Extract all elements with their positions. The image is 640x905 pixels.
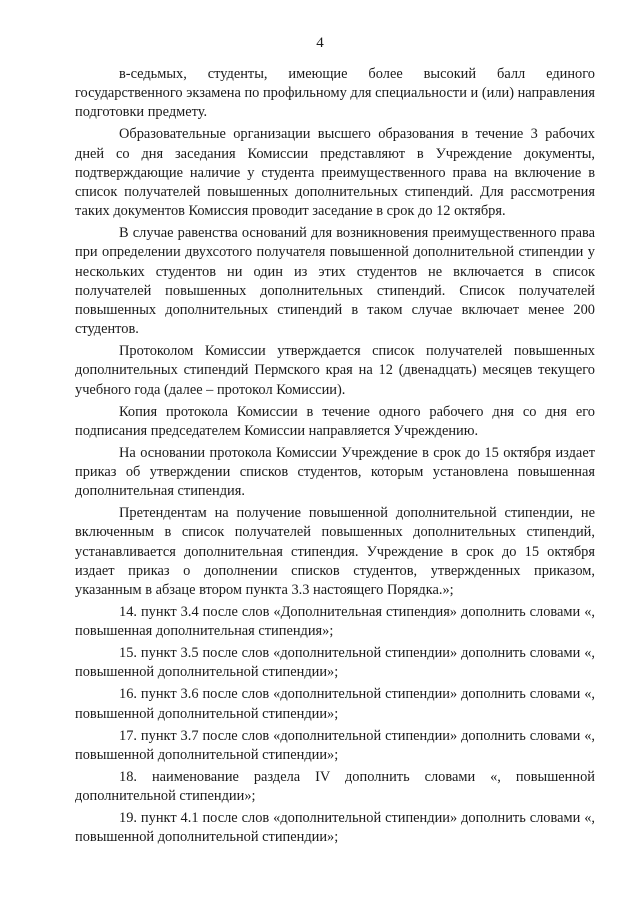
paragraph: Претендентам на получение повышенной дополнительной стипендии, не включенным в список получателей повышенных дополнительных стипендий, устанавливается дополнительная стипендия. Учреждение в срок до 15 октября издает приказ о дополнении списков студентов, утвержденных приказом, указанным в абзаце втором пункта 3.3 настоящего Порядка.»; — [75, 505, 595, 599]
paragraph: в-седьмых, студенты, имеющие более высокий балл единого государственного экзамена по профильному для специальности и (или) направления подготовки предмету. — [75, 66, 595, 121]
paragraph: 16. пункт 3.6 после слов «дополнительной стипендии» дополнить словами «, повышенной дополнительной стипендии»; — [75, 686, 595, 722]
paragraph: 15. пункт 3.5 после слов «дополнительной стипендии» дополнить словами «, повышенной дополнительной стипендии»; — [75, 645, 595, 681]
paragraph: В случае равенства оснований для возникновения преимущественного права при определении двухсотого получателя повышенной дополнительной стипендии у нескольких студентов ни один из этих студентов не включается в список получателей повышенных дополнительных стипендий. Список получателей повышенных дополнительных стипендий в таком случае включает менее 200 студентов. — [75, 225, 595, 338]
paragraph: Копия протокола Комиссии в течение одного рабочего дня со дня его подписания председателем Комиссии направляется Учреждению. — [75, 403, 595, 439]
paragraph: 19. пункт 4.1 после слов «дополнительной стипендии» дополнить словами «, повышенной дополнительной стипендии»; — [75, 810, 595, 846]
paragraph: 14. пункт 3.4 после слов «Дополнительная стипендия» дополнить словами «, повышенная дополнительная стипендия»; — [75, 604, 595, 640]
document-body — [75, 65, 595, 850]
paragraph: Образовательные организации высшего образования в течение 3 рабочих дней со дня заседания Комиссии представляют в Учреждение документы, подтверждающие наличие у студента преимущественного права на включение в список получателей повышенных дополнительных стипендий. Для рассмотрения таких документов Комиссия проводит заседание в срок до 12 октября. — [75, 126, 595, 220]
paragraph: На основании протокола Комиссии Учреждение в срок до 15 октября издает приказ об утверждении списков студентов, которым установлена повышенная дополнительная стипендия. — [75, 444, 595, 500]
page-number: 4 — [316, 35, 324, 51]
paragraph: Протоколом Комиссии утверждается список получателей повышенных дополнительных стипендий Пермского края на 12 (двенадцать) месяцев текущего учебного года (далее – протокол Комиссии). — [75, 343, 595, 398]
paragraph: 17. пункт 3.7 после слов «дополнительной стипендии» дополнить словами «, повышенной дополнительной стипендии»; — [75, 727, 595, 763]
paragraph: 18. наименование раздела IV дополнить словами «, повышенной дополнительной стипендии»; — [75, 768, 595, 805]
